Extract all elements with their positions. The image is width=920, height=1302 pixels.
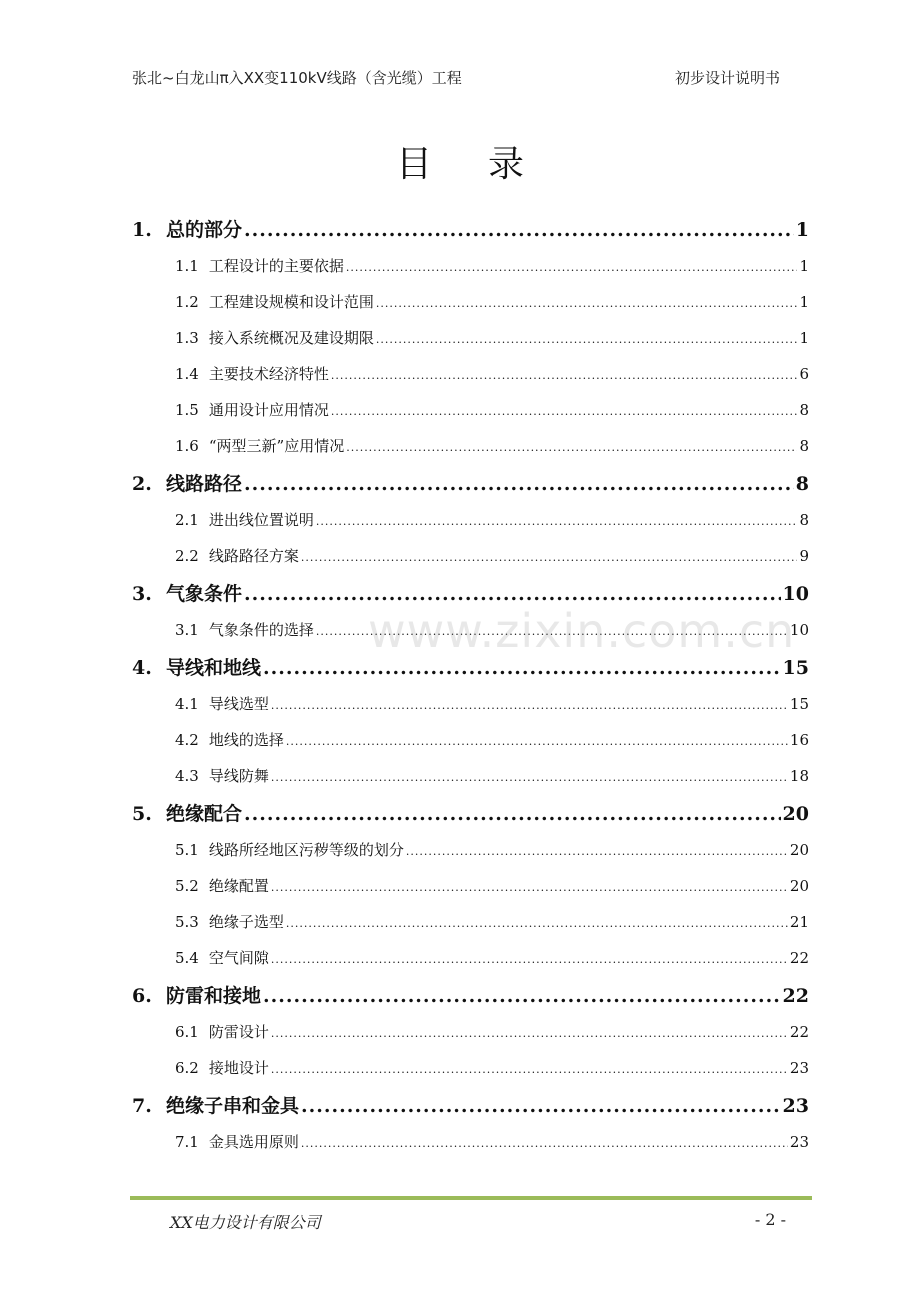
toc-entry-number: 7.1 <box>175 1133 199 1151</box>
toc-page-number: 10 <box>789 621 809 639</box>
toc-entry-number: 2.2 <box>175 547 199 565</box>
toc-section-entry[interactable] <box>132 248 809 284</box>
toc-dot-leader <box>244 466 794 502</box>
toc-dot-leader <box>406 834 788 870</box>
toc-entry-number: 6.2 <box>175 1059 199 1077</box>
toc-entry-label <box>175 502 314 538</box>
toc-entry-number: 1.1 <box>175 257 199 275</box>
footer-company: XX电力设计有限公司 <box>170 1213 321 1232</box>
toc-entry-label <box>175 940 269 976</box>
page-title: 目录 <box>395 144 580 185</box>
toc-section-entry[interactable] <box>132 868 809 904</box>
toc-entry-number: 1.3 <box>175 329 199 347</box>
toc-dot-leader <box>286 724 788 760</box>
toc-section-entry[interactable] <box>132 538 809 574</box>
toc-entry-title: 空气间隙 <box>208 949 269 967</box>
toc-page-number: 15 <box>782 657 809 679</box>
toc-entry-title: 绝缘子选型 <box>208 913 284 931</box>
toc-entry-number: 1.2 <box>175 293 199 311</box>
toc-entry-number: 5. <box>132 803 152 825</box>
toc-page-number: 8 <box>799 437 809 455</box>
toc-dot-leader <box>271 870 788 906</box>
toc-dot-leader <box>301 1088 781 1124</box>
toc-page-number: 10 <box>782 583 809 605</box>
toc-entry-number: 5.1 <box>175 841 199 859</box>
toc-entry-label <box>175 356 329 392</box>
toc-page-number: 23 <box>782 1095 809 1117</box>
toc-entry-title: 金具选用原则 <box>208 1133 299 1151</box>
toc-page-number: 22 <box>789 1023 809 1041</box>
toc-page-number: 8 <box>799 401 809 419</box>
toc-page-number: 16 <box>789 731 809 749</box>
toc-entry-number: 1.5 <box>175 401 199 419</box>
toc-section-entry[interactable] <box>132 1050 809 1086</box>
toc-section-entry[interactable] <box>132 904 809 940</box>
page-header <box>132 64 780 90</box>
toc-entry-label <box>132 1088 299 1124</box>
toc-entry-label <box>175 538 299 574</box>
toc-section-entry[interactable] <box>132 320 809 356</box>
toc-entry-title: 防雷和接地 <box>166 985 262 1007</box>
toc-chapter-entry[interactable] <box>132 574 809 612</box>
toc-page-number: 22 <box>782 985 809 1007</box>
toc-page-number: 9 <box>799 547 809 565</box>
toc-page-number: 6 <box>799 365 809 383</box>
toc-entry-title: 地线的选择 <box>208 731 284 749</box>
toc-page-number: 1 <box>799 257 809 275</box>
header-doc-type: 初步设计说明书 <box>674 68 780 87</box>
toc-page-number: 21 <box>789 913 809 931</box>
toc-entry-label <box>175 758 269 794</box>
toc-page-number: 8 <box>795 473 809 495</box>
toc-entry-title: 绝缘子串和金具 <box>166 1095 300 1117</box>
toc-dot-leader <box>346 250 798 286</box>
toc-dot-leader <box>271 942 788 978</box>
toc-section-entry[interactable] <box>132 392 809 428</box>
toc-entry-number: 4.1 <box>175 695 199 713</box>
toc-section-entry[interactable] <box>132 612 809 648</box>
toc-entry-label <box>175 1050 269 1086</box>
toc-entry-title: 线路所经地区污秽等级的划分 <box>208 841 404 859</box>
toc-entry-label <box>175 612 314 648</box>
page-footer <box>170 1210 786 1233</box>
toc-section-entry[interactable] <box>132 686 809 722</box>
toc-page-number: 23 <box>789 1059 809 1077</box>
toc-entry-label <box>132 576 242 612</box>
toc-entry-title: 导线选型 <box>208 695 269 713</box>
toc-dot-leader <box>301 1126 788 1162</box>
toc-entry-title: 绝缘配置 <box>208 877 269 895</box>
toc-page-number: 20 <box>789 841 809 859</box>
toc-entry-title: 导线和地线 <box>166 657 262 679</box>
toc-entry-number: 3. <box>132 583 152 605</box>
toc-entry-number: 1. <box>132 219 152 241</box>
toc-entry-number: 4.2 <box>175 731 199 749</box>
toc-dot-leader <box>301 540 798 576</box>
toc-entry-label <box>132 978 261 1014</box>
toc-entry-number: 7. <box>132 1095 152 1117</box>
toc-entry-number: 5.3 <box>175 913 199 931</box>
toc-chapter-entry[interactable] <box>132 976 809 1014</box>
toc-page-number: 15 <box>789 695 809 713</box>
toc-page-number: 20 <box>789 877 809 895</box>
toc-section-entry[interactable] <box>132 722 809 758</box>
toc-dot-leader <box>244 212 794 248</box>
toc-entry-label <box>175 904 284 940</box>
toc-dot-leader <box>331 358 798 394</box>
toc-dot-leader <box>263 650 781 686</box>
toc-dot-leader <box>376 286 798 322</box>
watermark: www.zixin.com.cn <box>368 604 796 658</box>
toc-entry-title: 气象条件的选择 <box>208 621 314 639</box>
footer-page-number: - 2 - <box>754 1210 786 1229</box>
toc-dot-leader <box>316 504 798 540</box>
toc-entry-label <box>175 1124 299 1160</box>
toc-chapter-entry[interactable] <box>132 464 809 502</box>
toc-entry-label <box>175 722 284 758</box>
toc-chapter-entry[interactable] <box>132 648 809 686</box>
toc-entry-title: 线路路径方案 <box>208 547 299 565</box>
toc-page-number: 1 <box>799 293 809 311</box>
toc-entry-title: 总的部分 <box>166 219 243 241</box>
toc-entry-title: 工程建设规模和设计范围 <box>208 293 374 311</box>
toc-entry-label <box>175 832 404 868</box>
toc-entry-number: 1.6 <box>175 437 199 455</box>
toc-dot-leader <box>286 906 788 942</box>
toc-entry-number: 2. <box>132 473 152 495</box>
toc-entry-title: 进出线位置说明 <box>208 511 314 529</box>
toc-entry-title: 接入系统概况及建设期限 <box>208 329 374 347</box>
toc-entry-label <box>132 796 242 832</box>
toc-chapter-entry[interactable] <box>132 210 809 248</box>
toc-page-number: 8 <box>799 511 809 529</box>
toc-page-number: 23 <box>789 1133 809 1151</box>
toc-entry-label <box>175 320 374 356</box>
toc-entry-label <box>175 428 344 464</box>
toc-section-entry[interactable] <box>132 758 809 794</box>
toc-entry-title: 接地设计 <box>208 1059 269 1077</box>
toc-entry-number: 6. <box>132 985 152 1007</box>
toc-entry-label <box>175 392 329 428</box>
toc-dot-leader <box>271 760 788 796</box>
toc-entry-number: 4. <box>132 657 152 679</box>
toc-entry-title: 气象条件 <box>166 583 243 605</box>
toc-entry-number: 5.4 <box>175 949 199 967</box>
toc-section-entry[interactable] <box>132 356 809 392</box>
toc-page-number: 1 <box>799 329 809 347</box>
toc-entry-title: 防雷设计 <box>208 1023 269 1041</box>
toc-section-entry[interactable] <box>132 428 809 464</box>
toc-section-entry[interactable] <box>132 284 809 320</box>
toc-entry-title: 通用设计应用情况 <box>208 401 329 419</box>
toc-page-number: 20 <box>782 803 809 825</box>
toc-dot-leader <box>271 1016 788 1052</box>
toc-entry-label <box>175 248 344 284</box>
toc-dot-leader <box>244 796 781 832</box>
toc-dot-leader <box>316 614 788 650</box>
toc-dot-leader <box>263 978 781 1014</box>
toc-entry-label <box>175 284 374 320</box>
toc-dot-leader <box>271 688 788 724</box>
toc-page-number: 22 <box>789 949 809 967</box>
toc-page-number: 18 <box>789 767 809 785</box>
toc-entry-label <box>175 868 269 904</box>
table-of-contents <box>132 210 809 1160</box>
toc-entry-label <box>175 1014 269 1050</box>
toc-entry-label <box>132 650 261 686</box>
toc-section-entry[interactable] <box>132 1014 809 1050</box>
toc-entry-number: 6.1 <box>175 1023 199 1041</box>
toc-entry-number: 3.1 <box>175 621 199 639</box>
toc-entry-number: 5.2 <box>175 877 199 895</box>
toc-entry-title: 工程设计的主要依据 <box>208 257 344 275</box>
toc-entry-title: 绝缘配合 <box>166 803 243 825</box>
toc-entry-label <box>132 212 242 248</box>
toc-entry-title: 线路路径 <box>166 473 243 495</box>
toc-entry-label <box>132 466 242 502</box>
toc-chapter-entry[interactable] <box>132 1086 809 1124</box>
toc-dot-leader <box>346 430 797 466</box>
footer-rule <box>130 1196 812 1200</box>
toc-entry-label <box>175 686 269 722</box>
toc-dot-leader <box>244 576 781 612</box>
toc-section-entry[interactable] <box>132 502 809 538</box>
toc-entry-number: 4.3 <box>175 767 199 785</box>
toc-dot-leader <box>376 322 798 358</box>
toc-page-number: 1 <box>795 219 809 241</box>
toc-section-entry[interactable] <box>132 832 809 868</box>
toc-entry-title: “两型三新”应用情况 <box>208 437 345 455</box>
toc-section-entry[interactable] <box>132 1124 809 1160</box>
toc-entry-number: 2.1 <box>175 511 199 529</box>
toc-entry-number: 1.4 <box>175 365 199 383</box>
header-project-title: 张北~白龙山π入XX变110kV线路（含光缆）工程 <box>132 68 462 87</box>
toc-dot-leader <box>331 394 798 430</box>
toc-entry-title: 导线防舞 <box>208 767 269 785</box>
toc-entry-title: 主要技术经济特性 <box>208 365 329 383</box>
toc-section-entry[interactable] <box>132 940 809 976</box>
toc-chapter-entry[interactable] <box>132 794 809 832</box>
toc-dot-leader <box>271 1052 788 1088</box>
